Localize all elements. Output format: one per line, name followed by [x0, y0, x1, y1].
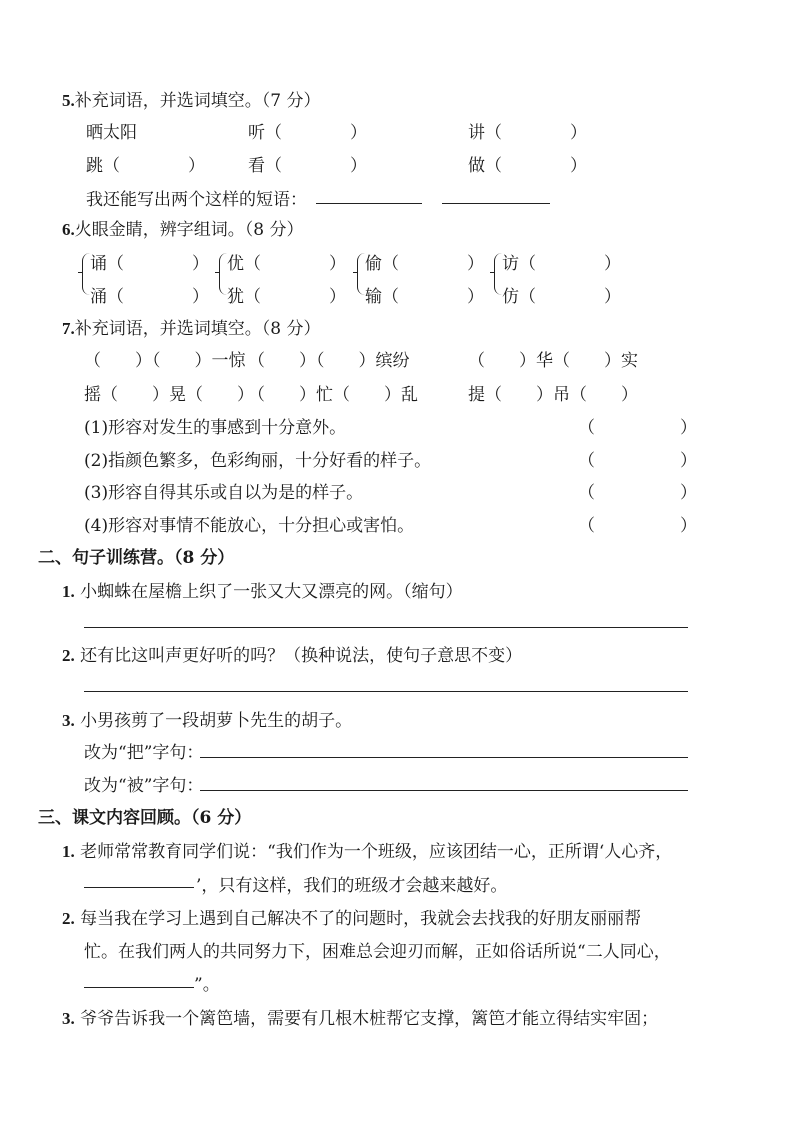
sec2-q1-answer-line[interactable] [84, 627, 688, 628]
sec2-q3-number: 3. [62, 711, 75, 730]
sec3-q2-text-1: 每当我在学习上遇到自己解决不了的问题时，我就会去找我的好朋友丽丽帮 [80, 909, 642, 929]
q7-idiom-4: 摇（ ）晃（ ） [84, 385, 254, 405]
sec3-q1-text-2: ’，只有这样，我们的班级才会越来越好。 [196, 876, 508, 896]
sec3-q1-text-1: 老师常常教育同学们说：“我们作为一个班级，应该团结一心，正所谓‘人心齐， [80, 842, 673, 862]
q7-answer-bracket-1[interactable]: （ ） [578, 418, 697, 438]
q6-title: 火眼金睛，辨字组词。（8 分） [74, 220, 304, 240]
sec2-q3 [62, 706, 352, 731]
sec3-q1-blank[interactable] [84, 887, 194, 888]
sec2-bei-label: 改为“被”字句： [84, 776, 204, 796]
q6-pair1-b: 涌（ ） [90, 287, 209, 307]
sec2-q2-text: 还有比这叫声更好听的吗？（换种说法，使句子意思不变） [80, 646, 523, 666]
q5-word-1: 晒太阳 [86, 123, 137, 143]
sec2-q1 [62, 577, 463, 602]
sec2-ba-answer-line[interactable] [200, 757, 688, 758]
q6-brace-4 [494, 253, 502, 295]
sec3-q1-line1 [62, 837, 672, 862]
q6-number: 6. [62, 220, 75, 239]
q5-title: 补充词语，并选词填空。（7 分） [74, 91, 321, 111]
q7-item-2: (2)指颜色繁多，色彩绚丽，十分好看的样子。 [84, 451, 432, 471]
sec3-q3-number: 3. [62, 1009, 75, 1028]
q7-idiom-1: （ ）（ ）一惊 [84, 351, 246, 371]
q5-word-5: 看（ ） [248, 156, 367, 176]
sec2-q2-answer-line[interactable] [84, 691, 688, 692]
q7-idiom-6: 提（ ）吊（ ） [468, 385, 638, 405]
q6-pair2-b: 犹（ ） [227, 287, 346, 307]
q7-idiom-2: （ ）（ ）缤纷 [248, 351, 410, 371]
q5-word-6: 做（ ） [468, 156, 587, 176]
q6-pair4-b: 仿（ ） [502, 287, 621, 307]
sec3-q2-line1 [62, 904, 641, 929]
q5-word-2: 听（ ） [248, 123, 367, 143]
q7-item-1: (1)形容对发生的事感到十分意外。 [84, 418, 347, 438]
q5-header [62, 86, 320, 111]
q5-answer-line-1[interactable] [316, 203, 422, 204]
sec3-q2-text-2: 忙。在我们两人的共同努力下，困难总会迎刃而解，正如俗话所说“二人同心， [84, 942, 671, 962]
sec2-bei-answer-line[interactable] [200, 790, 688, 791]
sec2-q1-text: 小蜘蛛在屋檐上织了一张又大又漂亮的网。（缩句） [80, 582, 463, 602]
sec3-q2-blank[interactable] [84, 987, 194, 988]
sec3-q3-text-1: 爷爷告诉我一个篱笆墙，需要有几根木桩帮它支撑，篱笆才能立得结实牢固； [80, 1009, 659, 1029]
sec3-q2-number: 2. [62, 909, 75, 928]
q6-pair3-b: 输（ ） [365, 287, 484, 307]
section-3-title: 三、课文内容回顾。（6 分） [38, 808, 252, 828]
sec3-q1-number: 1. [62, 842, 75, 861]
q7-item-4: (4)形容对事情不能放心，十分担心或害怕。 [84, 516, 415, 536]
sec3-q3-line1 [62, 1004, 658, 1029]
sec3-q2-text-3: ”。 [194, 975, 220, 995]
sec2-q1-number: 1. [62, 582, 75, 601]
sec2-ba-label: 改为“把”字句： [84, 743, 204, 763]
q6-brace-1 [82, 253, 90, 295]
q5-word-4: 跳（ ） [86, 156, 205, 176]
q5-word-3: 讲（ ） [468, 123, 587, 143]
q5-answer-line-2[interactable] [442, 203, 550, 204]
q7-idiom-3: （ ）华（ ）实 [468, 351, 638, 371]
q7-answer-bracket-4[interactable]: （ ） [578, 516, 697, 536]
q6-pair3-a: 偷（ ） [365, 254, 484, 274]
q5-number: 5. [62, 91, 75, 110]
q6-pair4-a: 访（ ） [502, 254, 621, 274]
q7-title: 补充词语，并选词填空。（8 分） [74, 319, 321, 339]
sec2-q2 [62, 641, 522, 666]
q7-answer-bracket-2[interactable]: （ ） [578, 451, 697, 471]
q6-brace-3 [357, 253, 365, 295]
q6-brace-2 [219, 253, 227, 295]
q7-idiom-5: （ ）忙（ ）乱 [248, 385, 418, 405]
q7-item-3: (3)形容自得其乐或自以为是的样子。 [84, 483, 364, 503]
q6-pair2-a: 优（ ） [227, 254, 346, 274]
q6-pair1-a: 诵（ ） [90, 254, 209, 274]
sec2-q3-text: 小男孩剪了一段胡萝卜先生的胡子。 [80, 711, 353, 731]
q7-answer-bracket-3[interactable]: （ ） [578, 483, 697, 503]
q7-number: 7. [62, 319, 75, 338]
q5-extra-label: 我还能写出两个这样的短语： [86, 190, 307, 210]
q7-header [62, 314, 320, 339]
section-2-title: 二、句子训练营。（8 分） [38, 548, 235, 568]
q6-header [62, 215, 303, 240]
sec2-q2-number: 2. [62, 646, 75, 665]
